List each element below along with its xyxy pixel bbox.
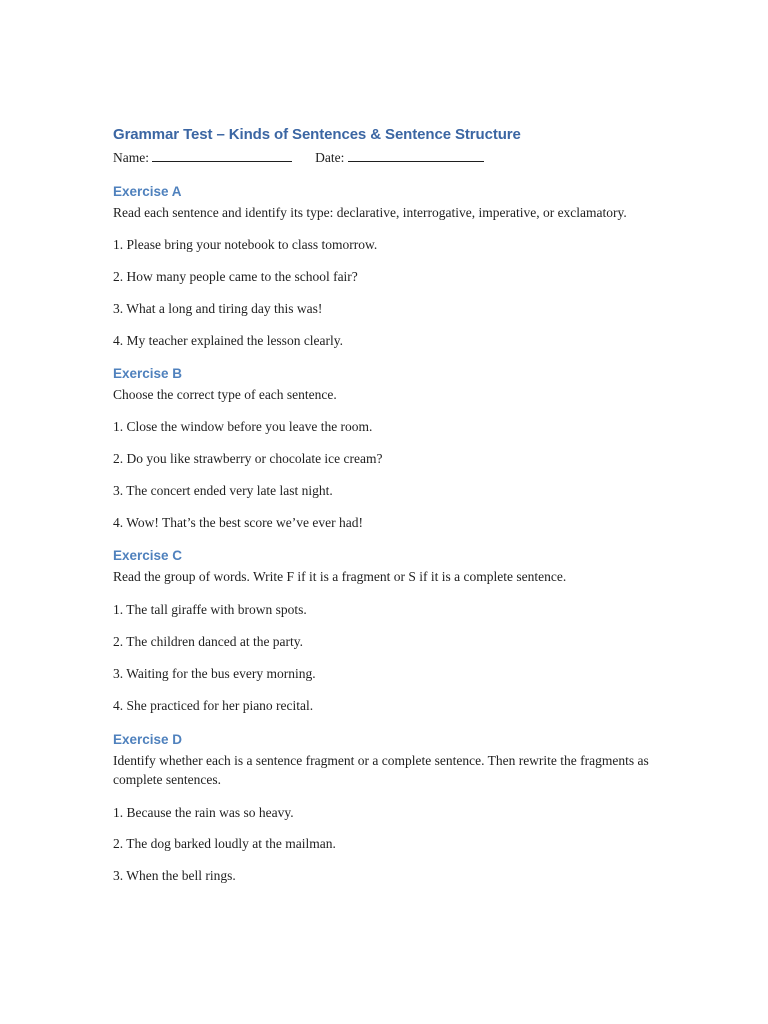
exercise-d [113,730,653,885]
list-item: 3. What a long and tiring day this was! [113,300,323,316]
list-item: 3. The concert ended very late last night. [113,483,333,498]
list-item: 1. The tall giraffe with brown spots. [113,601,307,617]
list-item: 3. Waiting for the bus every morning. [113,665,316,681]
list-item: 1. Because the rain was so heavy. [113,804,294,820]
exercise-heading: Exercise C [113,548,183,563]
list-item: 2. How many people came to the school fair? [113,268,358,284]
exercise-a [113,182,653,350]
list-item: 2. The children danced at the party. [113,633,304,649]
date-label: Date: [315,150,345,165]
exercise-heading: Exercise B [113,365,183,381]
name-blank-line [152,150,292,162]
date-blank-line [348,150,484,162]
name-date-line [113,148,653,168]
name-label: Name: [113,150,149,165]
list-item: 4. She practiced for her piano recital. [113,697,314,713]
list-item: 1. Please bring your notebook to class tomorrow. [113,236,378,252]
document-title: Grammar Test – Kinds of Sentences & Sentence Structure [113,126,521,143]
list-item: 3. When the bell rings. [113,867,236,883]
exercise-instruction: Read the group of words. Write F if it is a fragment or S if it is a complete sentence. [113,569,567,584]
list-item: 1. Close the window before you leave the room. [113,419,373,434]
worksheet-page [113,124,653,885]
exercise-heading: Exercise D [113,731,183,747]
list-item: 4. My teacher explained the lesson clearly. [113,332,344,348]
list-item: 4. Wow! That’s the best score we’ve ever had! [113,515,363,530]
exercise-instruction: Choose the correct type of each sentence. [113,386,337,402]
exercise-heading: Exercise A [113,184,182,199]
list-item: 2. Do you like strawberry or chocolate ice cream? [113,451,383,466]
exercise-instruction: Read each sentence and identify its type: declarative, interrogative, imperative, or exclamatory. [113,205,627,220]
list-item: 2. The dog barked loudly at the mailman. [113,835,336,851]
exercise-instruction: Identify whether each is a sentence fragment or a complete sentence. Then rewrite the fragments as complete sentences. [113,752,649,787]
exercise-c [113,546,653,715]
exercise-b [113,364,653,533]
